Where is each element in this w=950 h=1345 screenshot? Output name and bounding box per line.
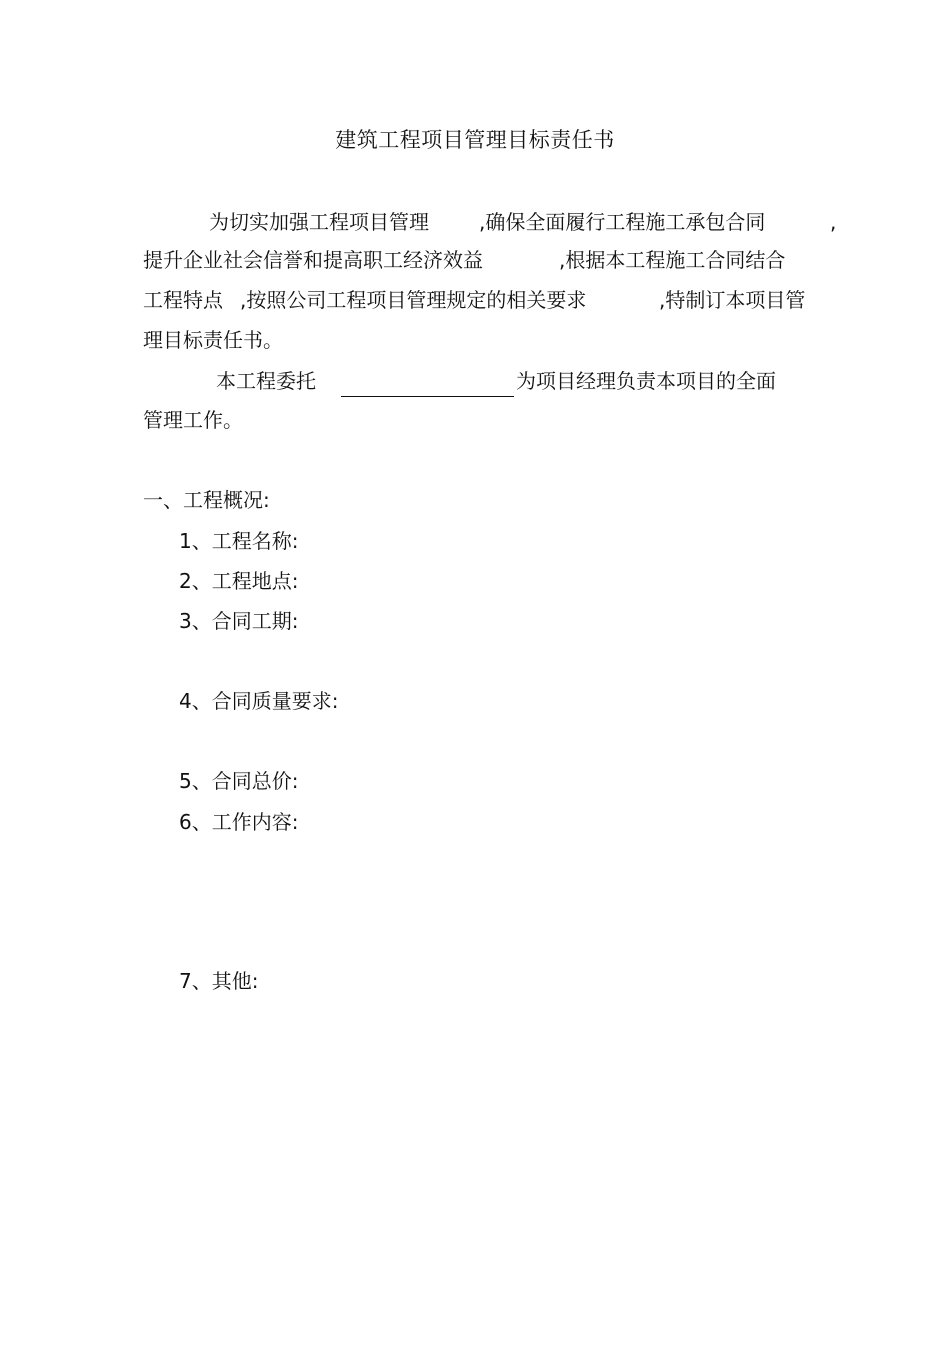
intro-line-4: 理目标责任书。 xyxy=(143,328,283,352)
intro-line-3 xyxy=(0,285,950,315)
item-quality-requirement: 4、合同质量要求: xyxy=(179,689,339,713)
intro-text: ,按照公司工程项目管理规定的相关要求 xyxy=(240,288,587,312)
delegation-text: 本工程委托 xyxy=(216,369,316,393)
intro-line-2 xyxy=(0,245,950,275)
section-heading: 一、工程概况: xyxy=(143,488,270,512)
delegation-line-2: 管理工作。 xyxy=(143,408,243,432)
intro-text: ,根据本工程施工合同结合 xyxy=(559,248,786,272)
item-contract-price: 5、合同总价: xyxy=(179,769,299,793)
delegation-text: 为项目经理负责本项目的全面 xyxy=(516,369,776,393)
intro-text: 工程特点 xyxy=(143,288,223,312)
document-title: 建筑工程项目管理目标责任书 xyxy=(335,128,615,152)
delegation-line-1 xyxy=(0,366,950,396)
item-work-content: 6、工作内容: xyxy=(179,810,299,834)
item-contract-period: 3、合同工期: xyxy=(179,609,299,633)
intro-text: 为切实加强工程项目管理 xyxy=(209,210,429,234)
item-project-location: 2、工程地点: xyxy=(179,569,299,593)
intro-text: ,特制订本项目管 xyxy=(659,288,806,312)
intro-line-1 xyxy=(0,207,950,237)
item-project-name: 1、工程名称: xyxy=(179,529,299,553)
item-other: 7、其他: xyxy=(179,969,259,993)
intro-text: , xyxy=(830,210,837,234)
project-manager-blank-line xyxy=(341,396,514,397)
intro-text: ,确保全面履行工程施工承包合同 xyxy=(479,210,766,234)
intro-text: 提升企业社会信誉和提高职工经济效益 xyxy=(143,248,483,272)
